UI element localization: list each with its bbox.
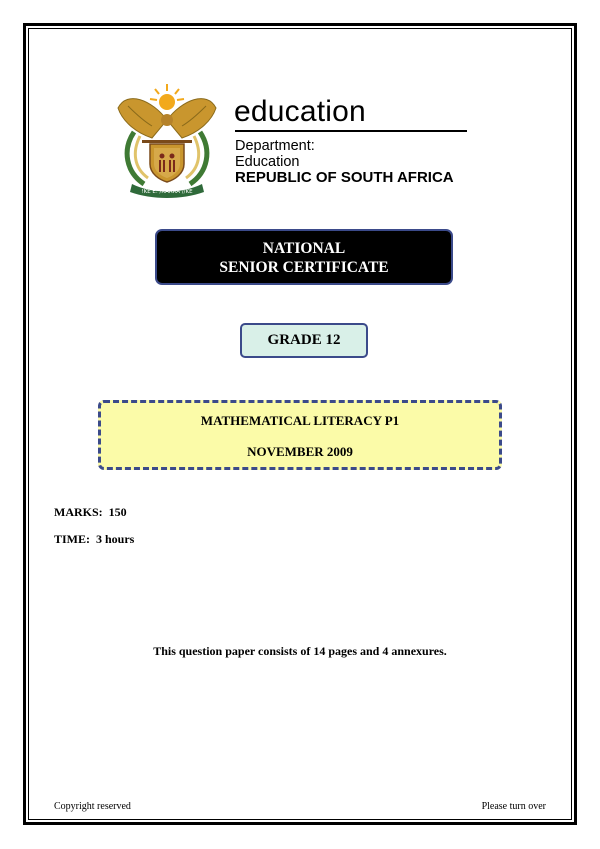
motto-text: !KE E: /XARRA //KE <box>141 189 193 195</box>
brand-word: education <box>234 95 366 128</box>
time-label: TIME: 3 hours <box>54 532 135 546</box>
subject-session: NOVEMBER 2009 <box>247 444 353 459</box>
certificate-line-2: SENIOR CERTIFICATE <box>219 259 389 276</box>
certificate-banner <box>155 229 453 285</box>
department-brand <box>234 96 467 186</box>
footer-turn-over: Please turn over <box>481 801 546 812</box>
marks-label: MARKS: 150 <box>54 505 127 519</box>
grade-label: GRADE 12 <box>267 332 341 348</box>
brand-department: Department: <box>235 138 315 154</box>
subject-title: MATHEMATICAL LITERACY P1 <box>200 413 400 428</box>
brand-country: REPUBLIC OF SOUTH AFRICA <box>235 169 454 186</box>
subject-box <box>98 400 502 470</box>
footer-copyright: Copyright reserved <box>54 801 131 812</box>
brand-rule <box>235 130 467 132</box>
page-count-note: This question paper consists of 14 pages and 4 annexures. <box>153 644 447 658</box>
brand-education: Education <box>235 154 300 170</box>
coat-of-arms-icon <box>112 80 222 198</box>
certificate-line-1: NATIONAL <box>262 240 346 257</box>
grade-box <box>240 323 368 358</box>
